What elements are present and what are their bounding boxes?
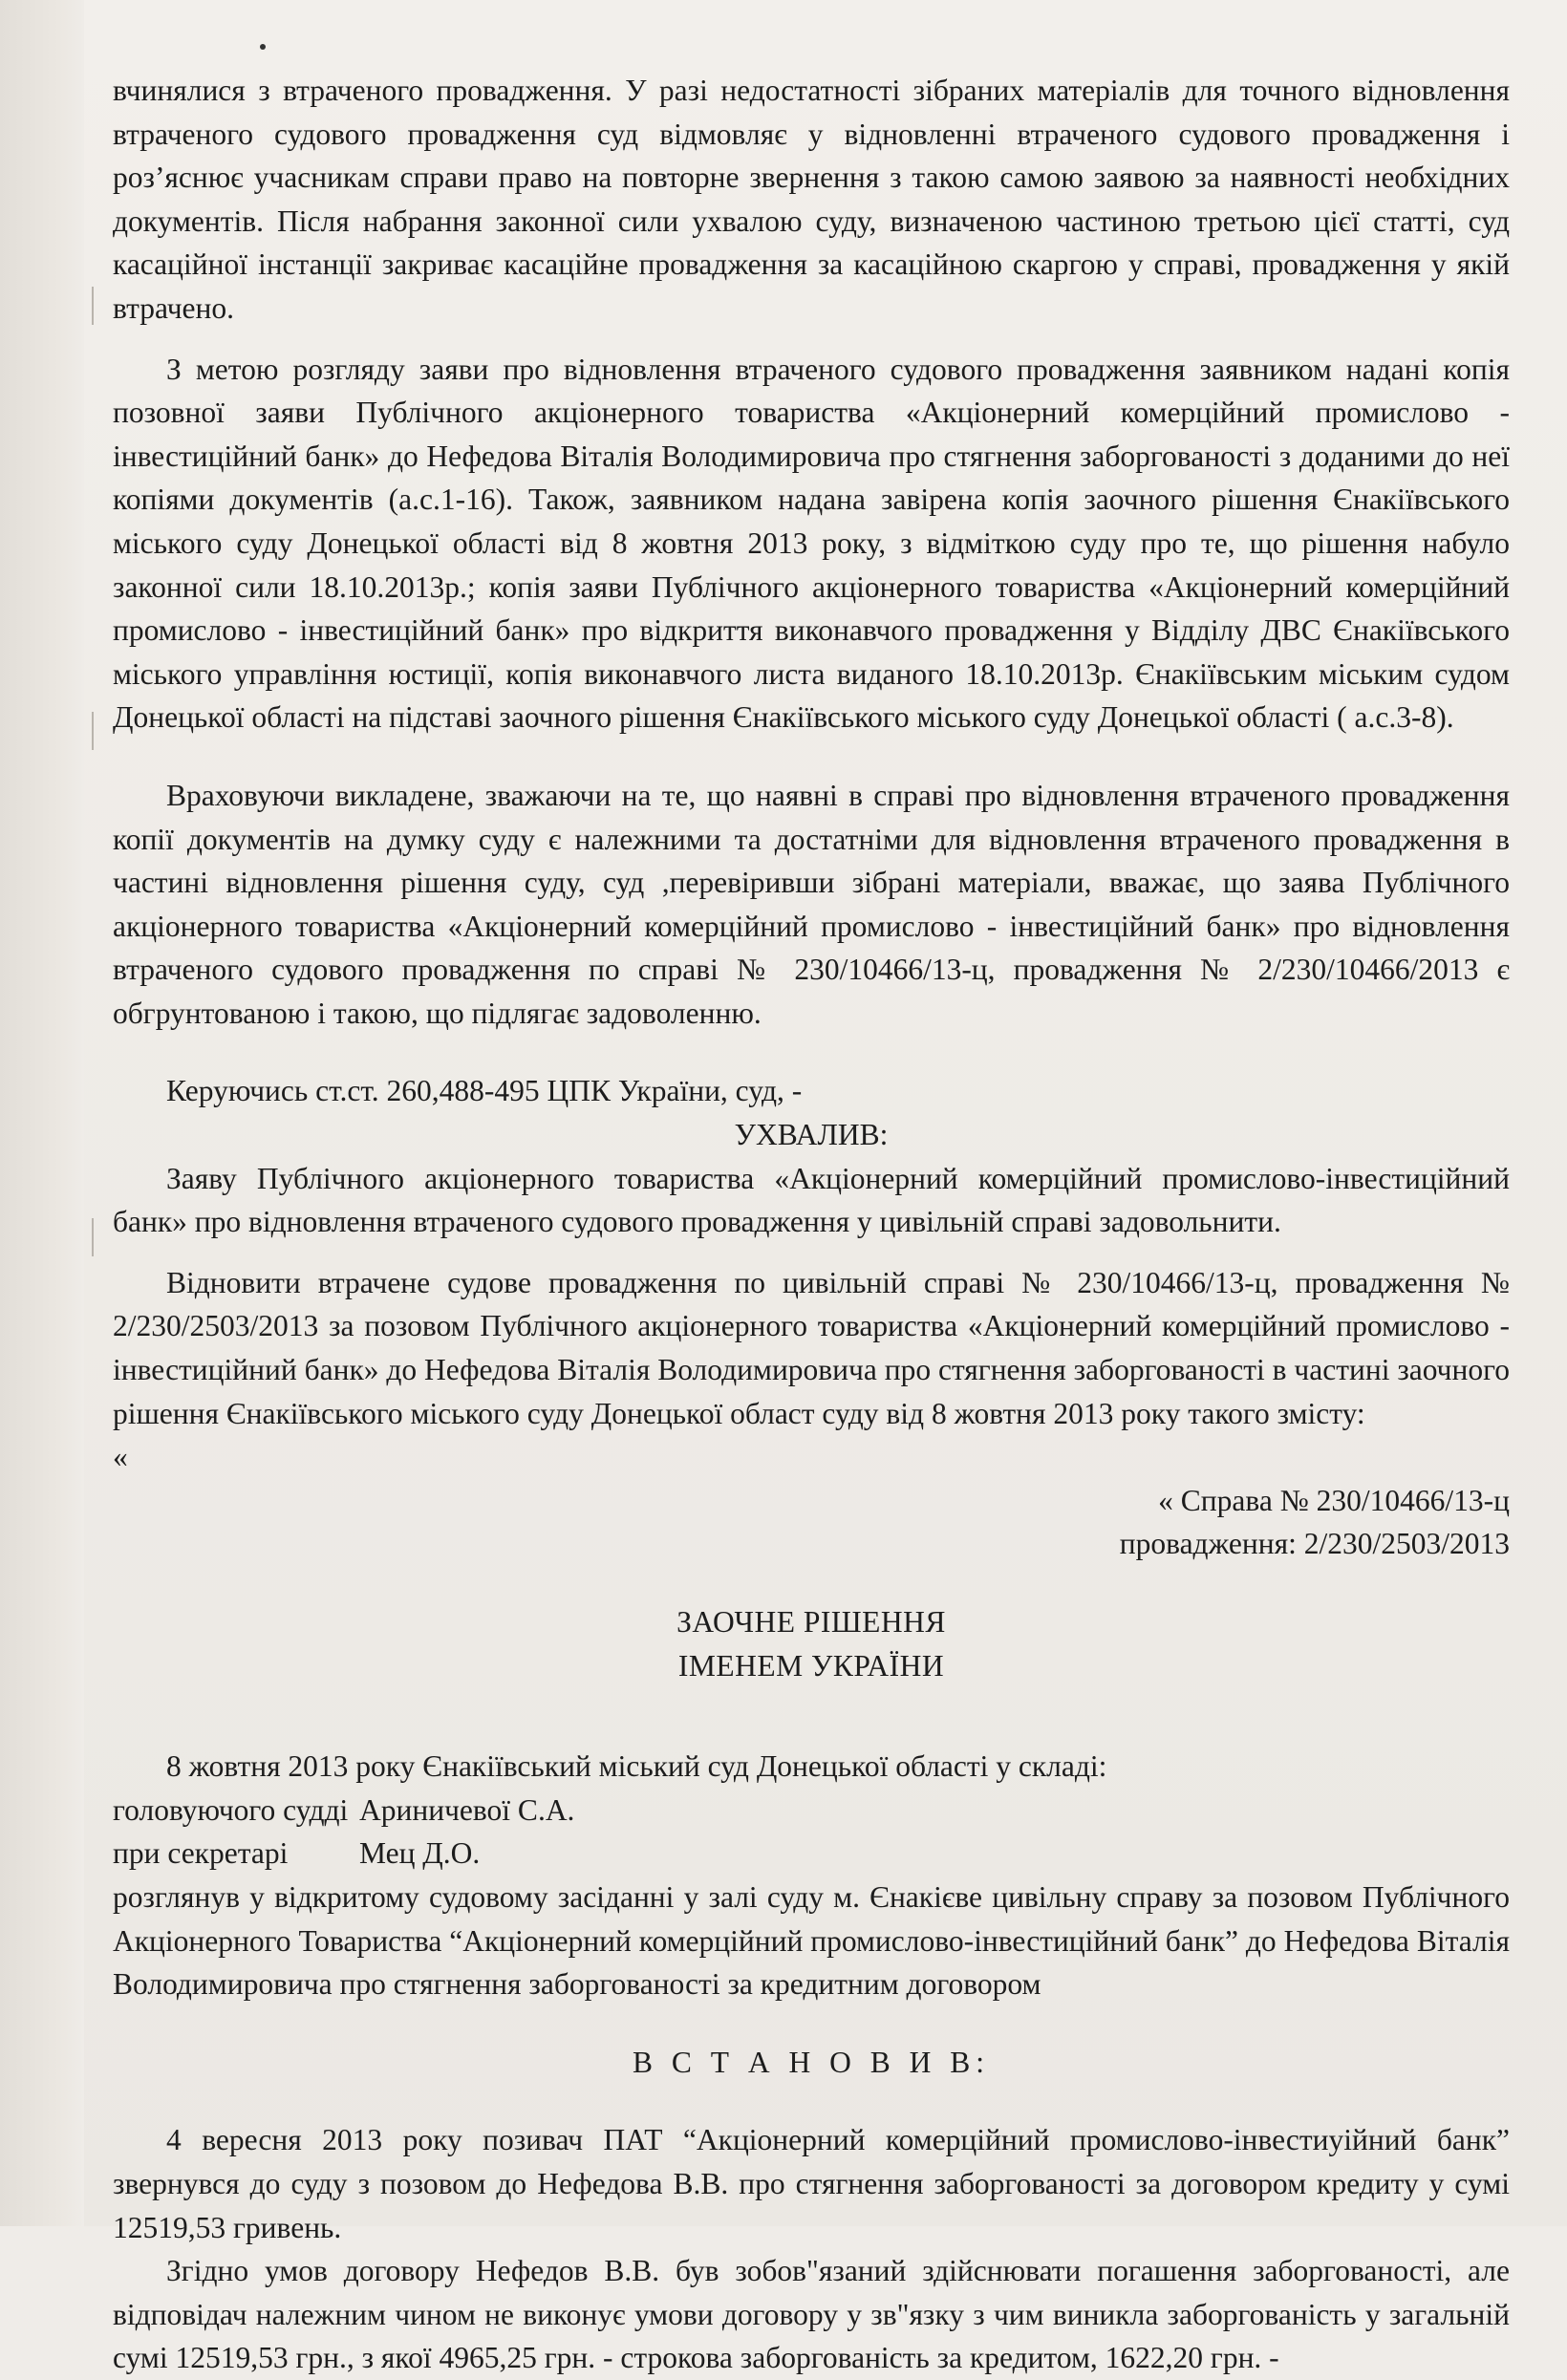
paragraph: 4 вересня 2013 року позивач ПАТ “Акціонерний комерційний промислово-інвестиуійний банк” звернувся до суду з позовом до Нефедова В.В. про стягнення заборгованості за договором кредиту у сумі 12519,53 гривень. [113, 2123, 1510, 2244]
paragraph: Заяву Публічного акціонерного товариства «Акціонерний комерційний промислово-інвестиційний банк» про відновлення втраченого судового провадження у цивільній справі задовольнити. [113, 1161, 1510, 1239]
binding-mark [92, 712, 94, 750]
paragraph: Враховуючи викладене, зважаючи на те, що наявні в справі про відновлення втраченого провадження копії документів на думку суду є належними та достатніми для відновлення втраченого провадження в частині відновлення рішення суду, суд ,перевіривши зібрані матеріали, вважає, що заява Публічного акціонерного товариства «Акціонерний комерційний промислово - інвестиційний банк» про відновлення втраченого судового провадження по справі № 230/10466/13-ц, провадження № 2/230/10466/2013 є обгрунтованою і такою, що підлягає задоволенню. [113, 778, 1510, 1030]
established-heading: В С Т А Н О В И В: [632, 2045, 991, 2079]
paragraph: вчинялися з втраченого провадження. У разі недостатності зібраних матеріалів для точного відновлення втраченого судового провадження суд відмовляє у відновленні втраченого судового провадження і роз’яснює учасникам справи право на повторне звернення з такою самою заявою за наявності необхідних документів. Після набрання законної сили ухвалою суду, визначеною частиною третьою цієї статті, суд касаційної інстанції закриває касаційне провадження за касаційною скаргою у справі, провадження у якій втрачено. [113, 74, 1510, 325]
secretary-row [113, 1832, 1510, 1876]
secretary-name: Мец Д.О. [359, 1836, 481, 1871]
judge-row [113, 1789, 1510, 1833]
decision-subtitle: ІМЕНЕМ УКРАЇНИ [677, 1648, 945, 1683]
binding-edge [0, 0, 84, 2226]
paragraph: розглянув у відкритому судовому засіданні у залі суду м. Єнакієве цивільну справу за позовом Публічного Акціонерного Товариства “Акціонерний комерційний промислово-інвестиційний банк” до Нефедова Віталія Володимировича про стягнення заборгованості за кредитним договором [113, 1879, 1510, 2002]
secretary-label: при секретарі [113, 1836, 289, 1871]
paragraph: Відновити втрачене судове провадження по цивільній справі № 230/10466/13-ц, провадження № 2/230/2503/2013 за позовом Публічного акціонерного товариства «Акціонерний комерційний промислово - інвестиційний банк» до Нефедова Віталія Володимировича про стягнення заборгованості в частині заочного рішення Єнакіївського міського суду Донецької област суду від 8 жовтня 2013 року такого змісту: [113, 1265, 1511, 1430]
paragraph: З метою розгляду заяви про відновлення втраченого судового провадження заявником надані копія позовної заяви Публічного акціонерного товариства «Акціонерний комерційний промислово - інвестиційний банк» до Нефедова Віталія Володимировича про стягнення заборгованості з доданими до неї копіями документів (а.с.1-16). Також, заявником надана завірена копія заочного рішення Єнакіївського міського суду Донецької області від 8 жовтня 2013 року, з відміткою суду про те, що рішення набуло законної сили 18.10.2013р.; копія заяви Публічного акціонерного товариства «Акціонерний комерційний промислово - інвестиційний банк» про відкриття виконавчого провадження у Відділу ДВС Єнакіївського міського управління юстиції, копія виконавчого листа виданого 18.10.2013р. Єнакіївським міським судом Донецької області на підставі заочного рішення Єнакіївського міського суду Донецької області ( а.с.3-8). [113, 352, 1510, 735]
proceeding-number: провадження: 2/230/2503/2013 [1119, 1527, 1510, 1561]
decision-title: ЗАОЧНЕ РІШЕННЯ [676, 1605, 946, 1639]
paragraph: Керуючись ст.ст. 260,488-495 ЦПК України, суд, - [166, 1074, 803, 1108]
ruling-heading: УХВАЛИВ: [734, 1118, 889, 1152]
court-line: 8 жовтня 2013 року Єнакіївський міський суд Донецької області у складі: [166, 1749, 1107, 1784]
judge-label: головуючого судді [113, 1792, 349, 1827]
scan-speck [260, 44, 266, 50]
document-body [113, 69, 1510, 2380]
open-quote: « [113, 1440, 128, 1474]
judge-name: Ариничевої С.А. [359, 1792, 575, 1827]
binding-mark [92, 287, 94, 325]
paragraph: Згідно умов договору Нефедов В.В. був зобов"язаний здійснювати погашення заборгованості, але відповідач належним чином не виконує умови договору у зв"язку з чим виникла заборгованість у загальній сумі 12519,53 грн., з якої 4965,25 грн. - строкова заборгованість за кредитом, 1622,20 грн. - [113, 2254, 1510, 2375]
binding-mark [92, 1218, 94, 1256]
case-number: « Справа № 230/10466/13-ц [1158, 1483, 1510, 1517]
